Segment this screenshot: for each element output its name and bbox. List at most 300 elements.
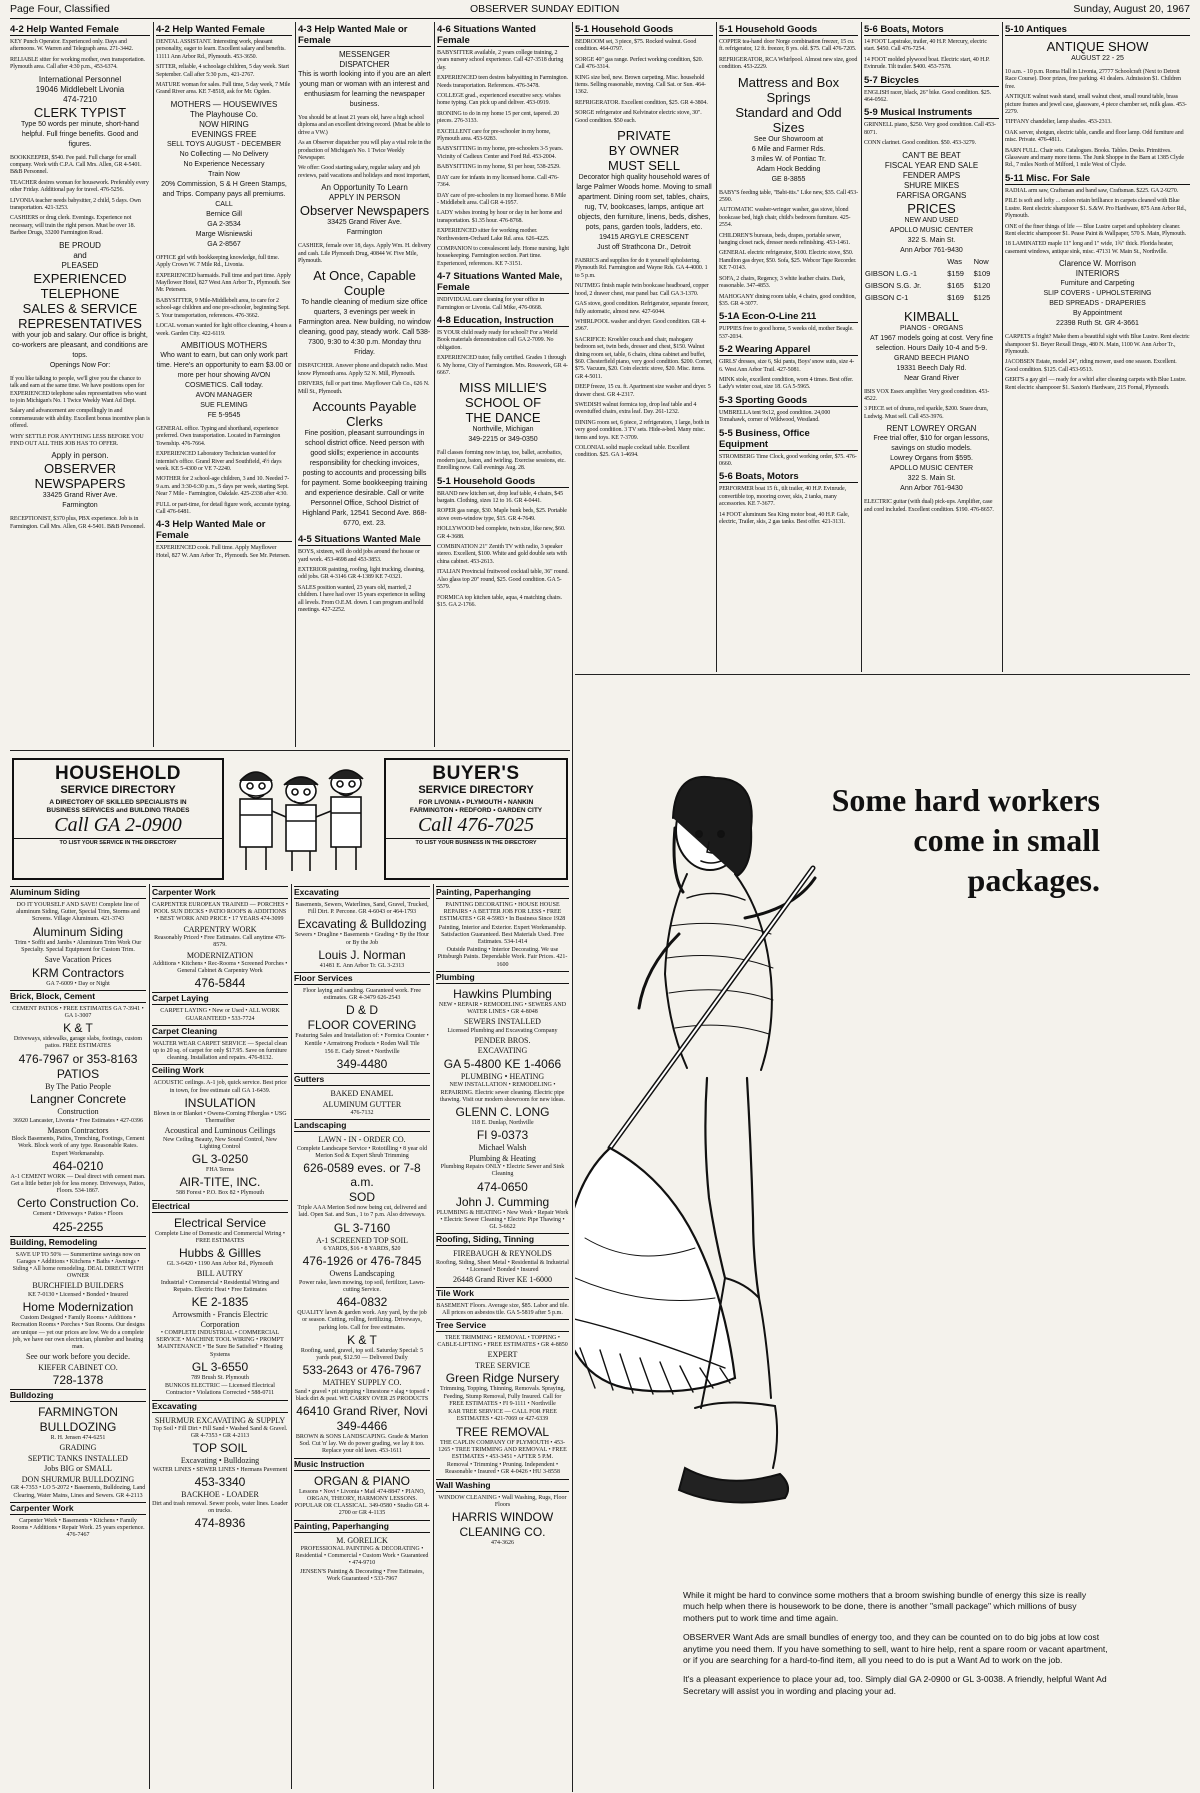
classified-ad: EXPERIENCED sitter for working mother. Northwestern-Orchard Lake Rd. area. 626-4225.: [437, 228, 550, 242]
classified-ad: 14 FOOT aluminum Sea King motor boat, 40 H.P. Gale, electric, Trailer, skis, 2 gas tanks. Best offer. 421-3131.: [719, 511, 849, 525]
directory-listing-text: • COMPLETE INDUSTRIAL • COMMERCIAL SERVICE • MACHINE TOOL WIRING • PROMPT MAINTENANCE • 'Be Sure Be Satisfied' • Heating Systems: [156, 1330, 284, 1358]
display-ad: [10, 451, 150, 511]
display-ad-headline: PRIVATE: [617, 128, 671, 144]
directory-listing-text: PLUMBING & HEATING • New Work • Repair Work • Electric Sewer Cleaning • Electric Pipe Thawing • GL 3-6622: [436, 1209, 569, 1231]
directory-heading: Carpet Cleaning: [152, 1025, 288, 1038]
directory-listing-subhead: DON SHURMUR BULLDOZING: [21, 1474, 135, 1484]
directory-listing-name: 728-1378: [52, 1373, 104, 1388]
display-ad-line: 22398 Ruth St. GR 4-3661: [1056, 320, 1139, 328]
classified-ad: GENERAL electric refrigerator, $100. Electric stove, $50. Hamilton gas dryer, $50. Sofa, $25. Webcor Tape Recorder. KE 7-0143.: [719, 250, 857, 272]
household-subtitle: SERVICE DIRECTORY: [60, 784, 176, 796]
display-ad-headline: SALES & SERVICE: [22, 300, 138, 316]
date-label: Sunday, August 20, 1967: [1073, 3, 1190, 15]
directory-listing-name: 349-4480: [336, 1057, 388, 1072]
directory-listing-name: HARRIS WINDOW: [451, 1509, 554, 1524]
directory-listing-name: 626-0589 eves. or 7-8 a.m.: [303, 1161, 421, 1190]
classified-ad: COLONIAL solid maple cocktail table. Excellent condition. $25. GA 1-4694.: [575, 445, 690, 459]
directory-listing-text: Custom Designed • Family Rooms • Additions • Recreation Rooms • Porches • Sun Rooms. Our designs are unique — yet our prices are low. We do a complete job, we have our own electrician, plumber and heating man.: [11, 1315, 145, 1350]
classified-ad: You should be at least 21 years old, have a high school diploma and an excellent driving record. (Must be able to drive a VW.): [298, 115, 431, 136]
household-directory-banner[interactable]: [12, 758, 224, 880]
display-ad-line: GA 2-3534: [207, 220, 241, 228]
classified-ad: EXCELLENT care for pre-schooler in my home, Plymouth area. 453-9283.: [437, 128, 551, 143]
display-ad-headline: TELEPHONE: [40, 285, 120, 301]
display-ad-subhead: DISPATCHER: [339, 60, 390, 69]
want-ad-body: [683, 1590, 1109, 1705]
classified-ad: DISPATCHER. Answer phone and dispatch radio. Must know Plymouth area. Apply 52 N. Mill, Plymouth.: [298, 363, 428, 377]
directory-heading: Bulldozing: [10, 1389, 146, 1402]
display-ad: [156, 341, 292, 421]
display-ad: [10, 75, 150, 150]
section-heading: 5-11 Misc. For Sale: [1005, 173, 1190, 185]
classified-ad: We offer: Good starting salary, regular salary and job reviews, paid vacations and holidays and most important,: [298, 165, 431, 179]
directory-heading: Electrical: [152, 1200, 288, 1213]
classified-ad: REFRIGERATOR, RCA Whirlpool. Almost new size, good condition. 453-2229.: [719, 56, 858, 71]
display-ad-line: GA 2-8567: [207, 240, 241, 248]
workmen-cartoon: [226, 755, 376, 877]
directory-column-1: [10, 884, 146, 1789]
classified-ad: EXPERIENCED barmaids. Full time and part time. Apply Mayflower Hotel, 827 West Ann Arbor Tr., Plymouth. See Mr. Petersen.: [156, 272, 291, 294]
display-ad-subhead: CAN'T BE BEAT: [902, 150, 961, 160]
household-title: HOUSEHOLD: [55, 763, 181, 784]
classified-ad: GIRLS' dresses, size 6, Ski pants, Boys' snow suits, size 4-6. West Ann Arbor Trail. 427-5081.: [719, 359, 855, 373]
display-ad-line: Type 50 words per minute, short-hand helpful. Full fringe benefits. Good and figures.: [21, 120, 139, 148]
directory-listing-name: FLOOR COVERING: [307, 1018, 417, 1033]
classified-ad: IRONING to do in my home 15 per cent, tapered. 20 pieces. 276-3133.: [437, 110, 560, 125]
classified-ad: BABY'S feeding table, "Babi-itis." Like new, $35. Call 453-2590.: [719, 189, 858, 204]
display-ad-line: To handle cleaning of medium size office quarters, 3 evenings per week in Farmington area. New building, no window cleaning, good pay, steady work. Call 538-7300, 9:30 to 4:30 p.m. Monday thru Friday.: [298, 299, 431, 357]
classified-ad: GRINNELL piano, $250. Very good condition. Call 453-8071.: [864, 122, 996, 136]
section-heading: 4-5 Situations Wanted Male: [298, 534, 431, 546]
display-ad-subhead: APPLY IN PERSON: [328, 193, 401, 203]
display-ad-headline: At Once, Capable Couple: [313, 268, 416, 299]
classified-ad: ELECTRIC guitar (with dual) pick-ups. Amplifier, case and cord included. Excellent condition. $190. 476-8657.: [864, 499, 994, 513]
directory-listing-text: SAVE UP TO 50% — Summertime savings now on Garages • Additions • Kitchens • Baths • Awnings • Siding • All home remodeling. DEAL DIRECT WITH OWNER: [12, 1251, 144, 1280]
directory-listing-text: WALTER WEAR CARPET SERVICE — Special clean up to 20 sq. of carpet for only $17.95. Save on furniture cleaning. Installation and repairs. 476-8132.: [152, 1040, 288, 1062]
display-ad-subhead: NOW HIRING: [199, 119, 249, 129]
display-ad: [864, 151, 999, 304]
price-row: [864, 280, 999, 292]
directory-listing-text: 118 E. Dunlap, Northville: [471, 1120, 534, 1127]
classified-ad: STROMBERG Time Clock, good working order, $75. 476-0660.: [719, 453, 857, 467]
directory-heading: Painting, Paperhanging: [294, 1520, 430, 1533]
directory-listing-text: Sewers • Dragline • Basements • Grading • By the Hour or By the Job: [294, 932, 430, 946]
directory-listing-name: Green Ridge Nursery: [445, 1371, 560, 1386]
display-ad: [298, 268, 431, 358]
directory-listing-name: K & T: [63, 1021, 93, 1036]
price-cell: Was: [947, 256, 962, 266]
price-row: [864, 268, 999, 280]
classified-ad: HOLLYWOOD bed complete, twin size, like new, $60. GR 4-3688.: [437, 526, 566, 540]
display-ad-line: Free trial offer, $10 for organ lessons, savings on studio models.: [873, 435, 990, 453]
directory-listing-text: Lessons • Novi • Livonia • Mail 474-8847 • PIANO, ORGAN, THEORY, HARMONY LESSONS. POPULAR OR CLASSICAL. 349-0580 • Studio GR 4-2700 or GR 4-1135: [294, 1488, 430, 1517]
price-table: [864, 256, 999, 304]
classified-column-7: [864, 22, 999, 672]
directory-heading: Tree Service: [436, 1319, 569, 1332]
directory-listing-name: GL 3-0250: [191, 1152, 249, 1167]
directory-column-3: [294, 884, 430, 1789]
directory-listing-text: NEW • REPAIR • REMODELING • SEWERS AND WATER LINES • GR 4-8048: [438, 1001, 567, 1016]
classified-ad: ITALIAN Provincial fruitwood cocktail table, 36" round. Also glass top 20" round, $25. Good condition. GA 5-5579.: [437, 569, 569, 591]
display-ad-headline: Accounts Payable Clerks: [312, 399, 417, 430]
classified-ad: BABYSITTER, 9 Mile-Middlebelt area, to care for 2 school-age children and one pre-schooler, beginning Sept. 5. Your transportation, references. 476-3662.: [156, 297, 290, 319]
headline-line-3: packages.: [967, 862, 1100, 898]
display-ad-line: Bernice Gill: [206, 210, 242, 218]
directory-listing-name: 464-0832: [336, 1295, 388, 1310]
display-ad-line: APOLLO MUSIC CENTER: [889, 465, 974, 473]
directory-listing-subhead: BURCHFIELD BUILDERS: [32, 1281, 124, 1291]
classified-ad: UMBRELLA tent 9x12, good condition. 24,000 Tomahawk, corner of Wildwood, Westland.: [719, 409, 831, 424]
classified-ad: Fall classes forming now in tap, toe, ballet, acrobatics, modern jazz, baton, and twirling. Exercise sessions, etc. Enrolling now. Call evenings Aug. 28.: [437, 450, 566, 472]
directory-heading: Building, Remodeling: [10, 1236, 146, 1249]
directory-listing-text: Additions • Kitchens • Rec-Rooms • Screened Porches • General Cabinet & Carpentry Work: [152, 961, 288, 975]
classified-ad: 10 a.m. - 10 p.m. Roma Hall in Livonia, 27777 Schoolcraft (Next to Detroit Race Course). Door prizes, free parking. 41 dealers. Admission $1. Children free.: [1005, 69, 1181, 90]
buyers-directory-banner[interactable]: [384, 758, 568, 880]
display-ad-line: 33425 Grand River Ave.: [327, 219, 402, 227]
classified-ad: RECEPTIONIST, $370 plus, PBX experience. Job is in Farmington. Call Mrs. Allen, GR 4-5401. B&B Personnel.: [10, 516, 145, 530]
classified-ad: DEEP freeze, 15 cu. ft. Apartment size washer and dryer. 5 drawer chest. GR 4-2317.: [575, 384, 711, 398]
section-heading: 5-1 Household Goods: [437, 476, 569, 488]
directory-listing-subhead: EXPERT: [487, 1350, 518, 1360]
classified-ad: KEY Punch Operator. Experienced only. Days and afternoons. W. Warren and Telegraph area. 271-3442.: [10, 39, 134, 53]
display-ad-subhead: FENDER AMPS: [902, 170, 961, 180]
directory-listing-subhead: Michael Walsh: [478, 1143, 527, 1153]
directory-listing-subhead: SEWERS INSTALLED: [464, 1017, 541, 1027]
directory-listing-subhead: Acoustical and Luminous Ceilings: [164, 1126, 276, 1136]
classified-ad: WHIRLPOOL washer and dryer. Good condition. GR 4-2967.: [575, 318, 707, 333]
price-cell: $109: [973, 268, 991, 278]
directory-listing-subhead: GRADING: [59, 1443, 97, 1453]
display-ad-line: BED SPREADS - DRAPERIES: [1049, 300, 1146, 308]
body-paragraph-1: While it might be hard to convince some mothers that a broom swishing bundle of energy this size is really much help when there is housework to be done, there is another "small package" which millions of busy mothers put to work time and time again.: [683, 1590, 1087, 1623]
section-heading: 4-2 Help Wanted Female: [10, 24, 150, 36]
classified-ad: GENERAL office. Typing and shorthand, experience preferred. Own transportation. Located in Farmington Township. 476-7664.: [156, 425, 281, 447]
display-ad-line: AVON MANAGER: [195, 391, 253, 399]
display-ad-line: PIANOS - ORGANS: [899, 324, 963, 332]
directory-listing-name: SOD: [348, 1190, 375, 1205]
classified-ad: SALES position wanted, 23 years old, married, 2 children. I have had over 15 years experience in selling all levels. From O.E.M. down. I can program and hold meetings. 427-2252.: [298, 584, 426, 613]
display-ad-line: 33425 Grand River Ave.: [42, 492, 118, 500]
classified-ad: SOFA, 2 chairs, Regency, 3 white leather chairs. Dark, reasonable. 347-4853.: [719, 275, 845, 290]
directory-listing-name: 425-2255: [52, 1219, 104, 1234]
display-ad-headline: MISS MILLIE'S SCHOOL OF: [459, 380, 547, 411]
classified-ad: AUTOMATIC washer-wringer washer, gas stove, blond bookcase bed, high chair, child's bedroom furniture. 425-2554.: [719, 207, 851, 229]
classified-ad: COLLEGE grad., experienced executive secy. wishes home typing. Can pick up and deliver. 453-0919.: [437, 93, 561, 107]
directory-listing-text: NEW INSTALLATION • REMODELING • REPAIRING. Electric sewer cleaning. Electric pipe thawing. Visit our modern showroom for new ideas.: [439, 1082, 565, 1103]
display-ad-line: 19415 ARGYLE CRESCENT: [599, 234, 689, 242]
directory-listing-text: CEMENT PATIOS • FREE ESTIMATES GA 7-3941 • GA 1-3007: [12, 1005, 144, 1019]
classified-ad: CASHIER, female over 18, days. Apply Wm. H. delivery and cash. Lile Plymouth Drug, 40844 W. Five Mile, Plymouth.: [298, 243, 431, 265]
household-call: Call GA 2-0900: [54, 814, 182, 836]
classified-ad: NUTMEG finish maple twin bookcase headboard, copper hood, 2 drawer chest, rear panel bar. Call GA 3-1370.: [575, 283, 709, 297]
directory-listing-name: Hawkins Plumbing: [453, 986, 552, 1001]
section-heading: 5-9 Musical Instruments: [864, 107, 999, 119]
directory-heading: Painting, Paperhanging: [436, 886, 569, 899]
directory-listing-subhead: SHURMUR EXCAVATING & SUPPLY: [154, 1415, 286, 1425]
directory-column-2: [152, 884, 288, 1789]
section-heading: 5-6 Boats, Motors: [864, 24, 999, 36]
directory-listing-text: GR 4-7353 • LO 5-2072 • Basements, Bulldozing, Land Clearing, Water Mains, Lines and Sewers. GR 4-2113: [10, 1485, 146, 1499]
directory-listing-name: GL 3-7160: [333, 1220, 391, 1235]
directory-listing-text: FHA Terms: [206, 1167, 234, 1174]
directory-listing-subhead: BILL AUTRY: [196, 1269, 244, 1279]
classified-ad: MOTHER for 2 school-age children, 3 and 10. Needed 7-9 a.m. and 3:30-6:30 p.m., 5 days per week, starting Sept. Near 7 Mile - Farmington, Oakdale. 425-2338 after 4:30.: [156, 476, 290, 498]
classified-ad: 18 LAMINATED maple 11" long and 1" wide, 1¾" thick. Florida heater, casement windows, antique sink, misc. 47131 W. Main St., Northville.: [1005, 241, 1174, 255]
classified-ad: 14 FOOT Lapstrake, trailer, 40 H.P. Mercury, electric start. $450. Call 476-7254.: [864, 39, 987, 53]
display-ad-line: NEW AND USED: [904, 216, 959, 224]
directory-listing-subhead: 26448 Grand River KE 1-6000: [452, 1275, 553, 1285]
buyers-call: Call 476-7025: [417, 814, 535, 836]
buyers-line-2: FARMINGTON • REDFORD • GARDEN CITY: [409, 806, 543, 814]
display-ad-line: 20% Commission, S & H Green Stamps, and Trips. Company pays all premiums.: [161, 180, 287, 198]
directory-listing-subhead: Mason Contractors: [47, 1125, 109, 1135]
classified-ad: 3 PIECE set of drums, red sparkle, $200. Snare drum, Ludwig. Must sell. Call 453-3976.: [864, 406, 988, 420]
classified-ad: BOOKKEEPER, $540. Fee paid. Full charge for small company. Work with C.P.A. Call Mrs. Allen, GR 4-5401. B&B Personnel.: [10, 154, 142, 176]
directory-listing-subhead: MODERNIZATION: [186, 950, 254, 960]
display-ad-line: Farmington: [62, 502, 98, 510]
directory-listing-name: FARMINGTON: [38, 1405, 118, 1420]
directory-listing-subhead: Construction: [57, 1107, 99, 1117]
directory-listing-text: ACOUSTIC ceilings. A-1 job, quick service. Best price in town, for free estimate call GA 1-6439.: [153, 1080, 287, 1094]
section-heading: 5-7 Bicycles: [864, 75, 999, 87]
display-ad-subhead: 474-7210: [63, 94, 97, 104]
directory-heading: Carpenter Work: [152, 886, 288, 899]
display-ad-line: AT 1967 models going at cost. Very fine selection. Hours Daily 10-4 and 5-9.: [869, 334, 994, 352]
classified-ad: MAHOGANY dining room table, 4 chairs, good condition, $35. GR 4-3077.: [719, 293, 856, 307]
directory-heading: Roofing, Siding, Tinning: [436, 1233, 569, 1246]
classified-ad: SACRIFICE: Kroehler couch and chair, mahogany bedroom set, twin beds, dresser and chest, $150. Walnut dining room set, table, 6 chairs, china cabinet and buffet, $60. Chesterfield piano, very good condition. $200. Cornet, $75. Vacuum, $20. Coin electric stove, $20. Misc. items. GR 4-5011.: [575, 336, 713, 380]
directory-listing-name: 476-7967 or 353-8163: [18, 1051, 138, 1066]
page-header: [10, 2, 1190, 19]
display-ad-line: 3 miles W. of Pontiac Tr.: [750, 155, 827, 163]
display-ad-subhead: Clarence W. Morrison: [1059, 259, 1136, 269]
classified-ad: CHILDREN'S bureaus, beds, drapes, portable sewer, hanging closet rack, dresser needs refinishing. 453-1461.: [719, 232, 851, 247]
directory-listing-name: 474-8936: [194, 1516, 246, 1531]
classified-ad: DRIVERS, full or part time. Mayflower Cab Co., 626 N. Mill St., Plymouth.: [298, 381, 430, 395]
directory-listing-subhead: Excavating • Bulldozing: [180, 1456, 260, 1466]
directory-listing-text: Complete Landscape Service • Rototilling • 8 year old Merion Sod & Expert Shrub Trimming: [296, 1145, 428, 1159]
display-ad-line: Farmington: [346, 229, 383, 237]
display-ad-subhead: PLEASED: [61, 260, 99, 270]
directory-listing-text: DO IT YOURSELF AND SAVE! Complete line of aluminum Siding, Gutter, Special Trim, Storms and Screens. Village Aluminum. 421-3743: [16, 902, 140, 923]
display-ad-line: 349-2215 or 349-0350: [468, 436, 538, 444]
directory-heading: Gutters: [294, 1073, 430, 1086]
section-heading: 4-3 Help Wanted Male or Female: [156, 519, 292, 542]
classified-ad: OAK server, shotgun, electric table, candle and floor lamp. Odd furniture and misc. Private. 476-4811.: [1005, 129, 1184, 144]
directory-listing-text: 789 Brush St. Plymouth: [191, 1374, 249, 1381]
directory-listing-name: PATIOS: [56, 1066, 100, 1081]
display-ad-line: 322 S. Main St.: [907, 236, 956, 244]
classified-ad: COPPER tea-hand door Norge combination freezer, 15 cu. ft. refrigerator, 12 ft. freezer, 8 yrs. old. $75. Call 476-7205.: [719, 39, 857, 53]
directory-heading: Plumbing: [436, 971, 569, 984]
display-ad-line: FE 5-9545: [207, 411, 241, 419]
classified-ad: LOCAL woman wanted for light office cleaning, 4 hours a week. Garden City. 422-6119.: [156, 323, 292, 337]
classified-ad: TEACHER desires woman for housework. Preferably every other Friday. Additional pay for travel. 476-5256.: [10, 179, 149, 194]
display-ad-subhead: MESSENGER: [338, 50, 391, 59]
directory-listing-subhead: Plumbing & Heating: [469, 1153, 536, 1163]
directory-listing-name: 349-4466: [336, 1419, 388, 1434]
buyers-footer: TO LIST YOUR BUSINESS IN THE DIRECTORY: [386, 838, 566, 846]
classified-column-1: [10, 22, 150, 747]
display-ad-line: 19331 Beech Daly Rd.: [896, 364, 967, 372]
directory-heading: Excavating: [152, 1400, 288, 1413]
classified-column-8: [1005, 22, 1190, 672]
display-ad-line: This is worth looking into if you are an alert young man or woman with an interest and enthusiasm for learning the newspaper business.: [298, 71, 431, 108]
display-ad-line: SUE FLEMING: [200, 401, 248, 409]
display-ad-subhead: INTERIORS: [1075, 269, 1120, 279]
section-heading: 5-2 Wearing Apparel: [719, 344, 858, 356]
classified-ad: PILE is soft and lofty ... colors retain brilliance in carpets cleaned with Blue Lustre. Rent electric shampooer $1. S.&W. Pro Hardware, 875 Ann Arbor Rd., Plymouth.: [1005, 198, 1187, 220]
directory-listing-name: BULLDOZING: [39, 1420, 117, 1435]
price-cell: GIBSON L.G.-1: [865, 268, 918, 278]
display-ad-line: AUGUST 22 - 25: [1071, 55, 1124, 62]
directory-listing-text: Roofing, Siding, Sheet Metal • Residential & Industrial • Licensed • Bonded • Insured: [436, 1259, 569, 1273]
display-ad-headline: MUST SELL: [607, 158, 680, 174]
directory-listing-text: Block Basements, Patios, Trenching, Footings, Cement Work. Block work of any type. Reasonable Rates. Expert Workmanship.: [11, 1136, 145, 1157]
directory-heading: Tile Work: [436, 1287, 569, 1300]
edition-label: OBSERVER SUNDAY EDITION: [470, 3, 620, 15]
price-cell: $169: [947, 292, 964, 302]
classified-ad: WHY SETTLE FOR ANYTHING LESS BEFORE YOU FIND OUT ALL THIS JOB HAS TO OFFER.: [10, 433, 144, 447]
directory-listing-text: Reasonably Priced • Free Estimates. Call anytime 476-8579.: [154, 935, 286, 949]
household-footer: TO LIST YOUR SERVICE IN THE DIRECTORY: [14, 838, 222, 846]
display-ad-line: SLIP COVERS - UPHOLSTERING: [1043, 290, 1152, 298]
display-ad-line: Near Grand River: [904, 374, 959, 382]
display-ad-line: 322 S. Main St.: [907, 475, 956, 483]
display-ad: [298, 399, 431, 529]
directory-listing-name: 533-2643 or 476-7967: [302, 1363, 422, 1378]
directory-listing-text: Licensed Plumbing and Excavating Company: [447, 1027, 558, 1034]
price-cell: $165: [947, 280, 964, 290]
price-cell: $120: [973, 280, 991, 290]
display-ad-headline: BY OWNER: [608, 143, 680, 159]
directory-listing-name: 46410 Grand River, Novi: [296, 1404, 428, 1419]
display-ad-headline: ANTIQUE SHOW: [1046, 39, 1149, 54]
classified-ad: IS YOUR child ready ready for school? For a World Book materials demonstration call GA 2-7099. No obligation.: [437, 329, 558, 351]
directory-listing-name: Langner Concrete: [29, 1092, 127, 1107]
display-ad-line: 6 Mile and Farmer Rds.: [751, 145, 826, 153]
directory-listing-text: Dirt and trash removal. Sewer pools, water lines. Loader on trucks.: [152, 1500, 288, 1514]
directory-listing-subhead: BAKED ENAMEL: [330, 1089, 394, 1099]
classified-ad: LADY wishes ironing by hour or day in her home and transportation. $1.35 hour. 476-8768.: [437, 210, 563, 224]
classified-ad: BABYSITTING in my home, pre-schoolers 3-5 years. Vicinity of Cadieux Center and Ford Rd. 453-2004.: [437, 146, 563, 160]
directory-column-4: [436, 884, 569, 1789]
classified-ad: CASHIERS or drug clerk. Evenings. Experience not necessary, will train the right person. Must be over 18. Barbee Drugs, 33200 Farmington Road.: [10, 215, 135, 237]
section-heading: 5-1 Household Goods: [575, 24, 713, 36]
directory-listing-text: 36920 Lancaster, Livonia • Free Estimates • 427-0396: [13, 1117, 143, 1124]
display-ad-line: SELL TOYS AUGUST - DECEMBER: [166, 140, 282, 148]
directory-listing-text: CARPENTER EUROPEAN TRAINED — PORCHES • POOL SUN DECKS • PATIO ROOFS & ADDITIONS • BEST WORK AND PRICE • 17 YEARS 474-3099: [152, 902, 288, 923]
display-ad-line: Openings Now For:: [49, 361, 111, 369]
directory-listing-name: GLENN C. LONG: [455, 1105, 550, 1120]
page-label: Page Four, Classified: [10, 3, 110, 15]
directory-heading: Brick, Block, Cement: [10, 990, 146, 1003]
directory-listing-name: KE 2-1835: [191, 1295, 249, 1310]
classified-ad: SORGE 40" gas range. Perfect working condition, $20. Call 476-3314.: [575, 56, 703, 71]
section-heading: 5-1A Econ-O-Line 211: [719, 311, 858, 323]
directory-listing-subhead: Jobs BIG or SMALL: [44, 1464, 112, 1474]
classified-ad: BRAND new kitchen set, drop leaf table, 4 chairs, $45 bargain. Clothing, sizes 12 to 16. GR 4-0441.: [437, 490, 564, 505]
section-heading: 4-2 Help Wanted Female: [156, 24, 292, 36]
directory-listing-text: TREE TRIMMING • REMOVAL • TOPPING • CABLE-LIFTING • FREE ESTIMATES • GR 4-8850: [437, 1335, 568, 1349]
directory-listing-text: Industrial • Commercial • Residential Wiring and Repairs. Electric Heat • Free Estimates: [160, 1279, 280, 1293]
directory-listing-name: John J. Cumming: [455, 1194, 550, 1209]
directory-listing-name: 476-5844: [194, 976, 246, 991]
display-ad-line: Lowrey Organs from $595.: [890, 455, 973, 463]
directory-listing-subhead: Arrowsmith - Francis Electric Corporation: [172, 1310, 268, 1329]
directory-heading: Aluminum Siding: [10, 886, 146, 899]
display-ad: [298, 183, 431, 238]
directory-listing-name: GA 5-4800 KE 1-4066: [443, 1056, 562, 1071]
directory-listing-subhead: M. GORELICK: [336, 1535, 388, 1545]
display-ad-line: Just off Strathcona Dr., Detroit: [597, 244, 691, 252]
section-heading: 5-6 Boats, Motors: [719, 471, 858, 483]
price-row: [864, 292, 999, 304]
display-ad-line: Marge Wisniewski: [195, 230, 253, 238]
directory-listing-name: ORGAN & PIANO: [313, 1473, 411, 1488]
directory-heading: Carpet Laying: [152, 992, 288, 1005]
want-ad-headline: [700, 780, 1100, 900]
display-ad: [10, 241, 150, 371]
price-cell: Now: [973, 256, 989, 266]
classified-column-5: [575, 22, 713, 672]
price-cell: [864, 256, 946, 268]
directory-listing-text: Outside Painting • Interior Decorating. We use Pittsburgh Paints. Dependable Work. Fair Prices. 421-1600: [437, 947, 568, 968]
directory-heading: Wall Washing: [436, 1479, 569, 1492]
classified-ad: ONE of the finer things of life — Blue Lustre carpet and upholstery cleaner. Rent electric shampooer $1. Pease Paint & Wallpaper, 570 S. Main, Plymouth.: [1005, 223, 1186, 237]
directory-listing-text: Top Soil • Fill Dirt • Fill Sand • Washed Sand & Gravel. GR 4-7353 • GR 4-2113: [152, 1426, 288, 1440]
directory-heading: Carpenter Work: [10, 1502, 146, 1515]
display-ad-headline: OBSERVER: [43, 461, 116, 477]
classified-ad: FABRICS and supplies for do it yourself upholstering. Plymouth Rd. Farmington and Wayne Rds. GA 4-4000. 1 to 5 p.m.: [575, 258, 708, 279]
classified-ad: SORGE refrigerator and Kelvinator electric stove, 30". Good condition. $50 each.: [575, 110, 702, 124]
directory-listing-name: Certo Construction Co.: [16, 1196, 140, 1211]
directory-listing-text: JENSEN'S Painting & Decorating • Free Estimates, Work Guaranteed • 533-7967: [300, 1568, 424, 1582]
directory-listing-text: Complete Line of Domestic and Commercial Wiring • FREE ESTIMATES: [155, 1230, 285, 1244]
directory-listing-name: KRM Contractors: [31, 965, 125, 980]
directory-listing-text: CARPET LAYING • New or Used • ALL WORK GUARANTEED • 533-7724: [160, 1008, 280, 1022]
directory-listing-name: 453-3340: [194, 1475, 246, 1490]
section-heading: 5-10 Antiques: [1005, 24, 1190, 36]
directory-listing-text: A-1 CEMENT WORK — Deal direct with cement man. Get a little better job for less money. Driveways, Patios, Floors. 534-1867.: [10, 1173, 146, 1195]
section-heading: 5-5 Business, Office Equipment: [719, 428, 858, 451]
directory-listing-name: GL 3-6550: [191, 1359, 249, 1374]
directory-listing-text: 588 Forest • P.O. Box 82 • Plymouth: [175, 1190, 265, 1197]
directory-listing-text: R. H. Jensen 474-6251: [50, 1435, 106, 1442]
household-line-1: A DIRECTORY OF SKILLED SPECIALISTS IN: [49, 799, 187, 806]
display-ad: [1005, 259, 1190, 329]
display-ad-subhead: FISCAL YEAR END SALE: [884, 160, 979, 170]
display-ad-line: Northville, Michigan: [472, 426, 534, 434]
price-cell: GIBSON C-1: [865, 292, 909, 302]
directory-listing-text: QUALITY lawn & garden work. Any yard, by the job or season. Cutting, rolling, fertilizing. Driveways, parking lots. Call for free estimates.: [297, 1310, 427, 1331]
directory-listing-subhead: CARPENTRY WORK: [183, 924, 257, 934]
section-heading: 4-6 Situations Wanted Female: [437, 24, 569, 47]
display-ad: [156, 100, 292, 250]
headline-line-1: Some hard workers: [831, 782, 1100, 818]
directory-listing-name: Hubbs & Gillles: [178, 1245, 262, 1260]
display-ad-headline: CLERK TYPIST: [33, 104, 127, 120]
display-ad-subhead: 19046 Middlebelt Livonia: [35, 84, 125, 94]
display-ad-subhead: The Playhouse Co.: [189, 109, 259, 119]
directory-listing-subhead: EXCAVATING: [477, 1046, 528, 1056]
directory-listing-text: 41481 E. Ann Arbor Tr. GL 3-2313: [319, 962, 405, 969]
price-cell: GIBSON S.G. Jr.: [865, 280, 922, 290]
directory-listing-text: Sand • gravel • pit stripping • limestone • slag • topsoil • black dirt & peat. WE CARRY OVER 25 PRODUCTS: [294, 1388, 430, 1402]
display-ad-line: Fine position, pleasant surroundings in school district office. Need person with good skills; experience in accounts responsibility for checking invoices, posting to accounts and processing bills for payment. Some bookkeeping training and experience desirable. Call or write Personnel Office, School District of Highland Park, 12541 Second Ave. 868-6770, ext. 23.: [301, 430, 428, 528]
display-ad-subhead: EVENINGS FREE: [191, 129, 257, 139]
classified-ad: RADIAL arm saw, Craftsman and band saw, Craftsman. $225. GA 2-9270.: [1005, 187, 1179, 194]
display-ad-subhead: AMBITIOUS MOTHERS: [180, 340, 268, 350]
